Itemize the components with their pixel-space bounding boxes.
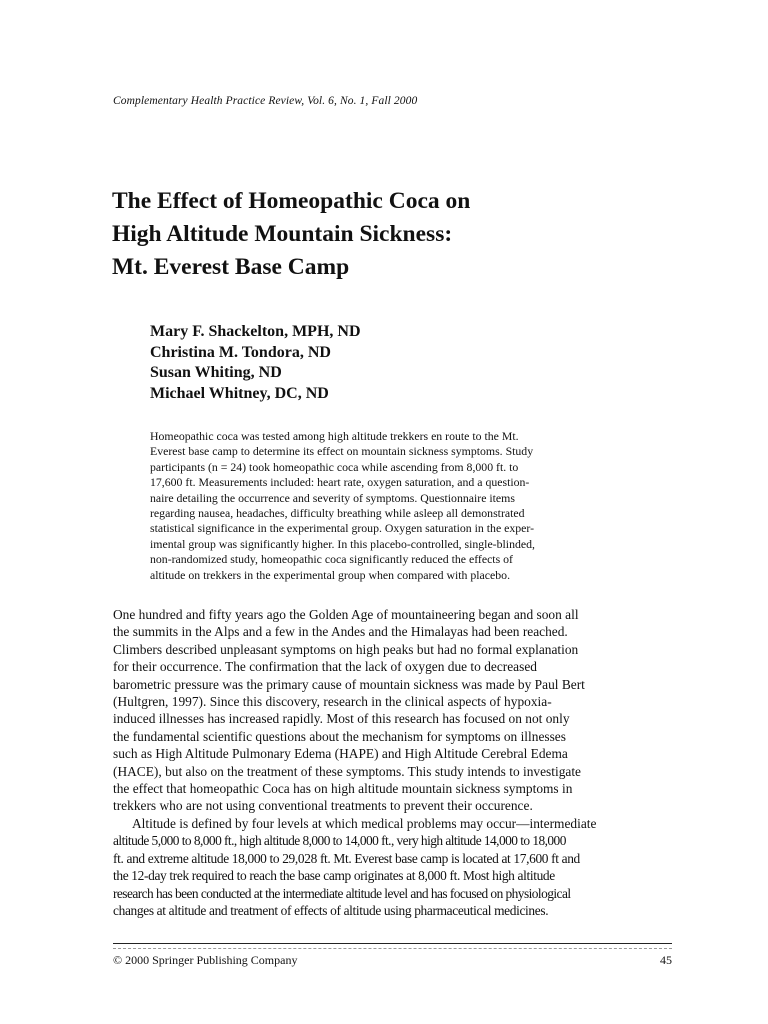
author-name: Christina M. Tondora, ND [150, 343, 331, 361]
title-line: The Effect of Homeopathic Coca on [112, 188, 471, 214]
body-line: research has been conducted at the intermediate altitude level and has focused on physiological [113, 885, 571, 901]
abstract-line: Homeopathic coca was tested among high altitude trekkers en route to the Mt. [150, 429, 519, 443]
running-head: Complementary Health Practice Review, Vol. 6, No. 1, Fall 2000 [113, 95, 418, 107]
body-line: the fundamental scientific questions about the mechanism for symptoms on illnesses [113, 728, 566, 744]
body-line: for their occurrence. The confirmation that the lack of oxygen due to decreased [113, 659, 537, 675]
body-line: the effect that homeopathic Coca has on high altitude mountain sickness symptoms in [113, 781, 573, 797]
body-line: altitude 5,000 to 8,000 ft., high altitude 8,000 to 14,000 ft., very high altitude 14,000 to 18,000 [113, 833, 566, 849]
abstract-line: statistical significance in the experimental group. Oxygen saturation in the exper- [150, 521, 535, 536]
body-line: barometric pressure was the primary cause of mountain sickness was made by Paul Bert [113, 676, 585, 692]
abstract-line: naire detailing the occurrence and severity of symptoms. Questionnaire items [150, 490, 515, 505]
body-line: (HACE), but also on the treatment of these symptoms. This study intends to investigate [113, 763, 581, 779]
body-line: the summits in the Alps and a few in the Andes and the Himalayas had been reached. [113, 624, 568, 640]
abstract-line: altitude on trekkers in the experimental group when compared with placebo. [150, 567, 511, 582]
author-name: Michael Whitney, DC, ND [150, 384, 329, 402]
title-line: High Altitude Mountain Sickness: [112, 221, 453, 247]
body-line: Climbers described unpleasant symptoms on high peaks but had no formal explanation [113, 641, 579, 657]
body-line: (Hultgren, 1997). Since this discovery, research in the clinical aspects of hypoxia- [113, 694, 552, 710]
body-text [113, 606, 673, 919]
author-name: Susan Whiting, ND [150, 364, 282, 381]
body-line: ft. and extreme altitude 18,000 to 29,028 ft. Mt. Everest base camp is located at 17,600 ft and [113, 850, 580, 866]
body-line: the 12-day trek required to reach the base camp originates at 8,000 ft. Most high altitude [113, 868, 555, 884]
body-line: induced illnesses has increased rapidly. Most of this research has focused on not only [113, 711, 570, 727]
title-line: Mt. Everest Base Camp [112, 254, 350, 280]
article-title [112, 185, 672, 284]
body-line: such as High Altitude Pulmonary Edema (HAPE) and High Altitude Cerebral Edema [113, 746, 568, 762]
body-line: Altitude is defined by four levels at which medical problems may occur—intermediate [132, 815, 597, 831]
footer-rule-dashed [113, 948, 672, 949]
body-paragraph-altitude [113, 815, 673, 919]
body-line: trekkers who are not using conventional treatments to prevent their occurence. [113, 798, 533, 814]
copyright-notice: © 2000 Springer Publishing Company [113, 953, 298, 967]
page-number: 45 [660, 953, 672, 967]
footer-rule [113, 943, 672, 944]
abstract-line: participants (n = 24) took homeopathic coca while ascending from 8,000 ft. to [150, 459, 519, 474]
body-line: changes at altitude and treatment of effects of altitude using pharmaceutical medicines. [113, 902, 549, 918]
body-paragraph-introduction [113, 606, 673, 815]
abstract-line: non-randomized study, homeopathic coca significantly reduced the effects of [150, 552, 513, 567]
author-name: Mary F. Shackelton, MPH, ND [150, 323, 361, 340]
abstract-line: 17,600 ft. Measurements included: heart rate, oxygen saturation, and a question- [150, 475, 530, 490]
author-list [150, 322, 361, 404]
abstract-line: imental group was significantly higher. In this placebo-controlled, single-blinded, [150, 536, 535, 551]
body-line: One hundred and fifty years ago the Golden Age of mountaineering began and soon all [113, 607, 579, 622]
abstract-line: Everest base camp to determine its effect on mountain sickness symptoms. Study [150, 444, 534, 459]
abstract [150, 429, 650, 583]
abstract-line: regarding nausea, headaches, difficulty breathing while asleep all demonstrated [150, 506, 525, 521]
